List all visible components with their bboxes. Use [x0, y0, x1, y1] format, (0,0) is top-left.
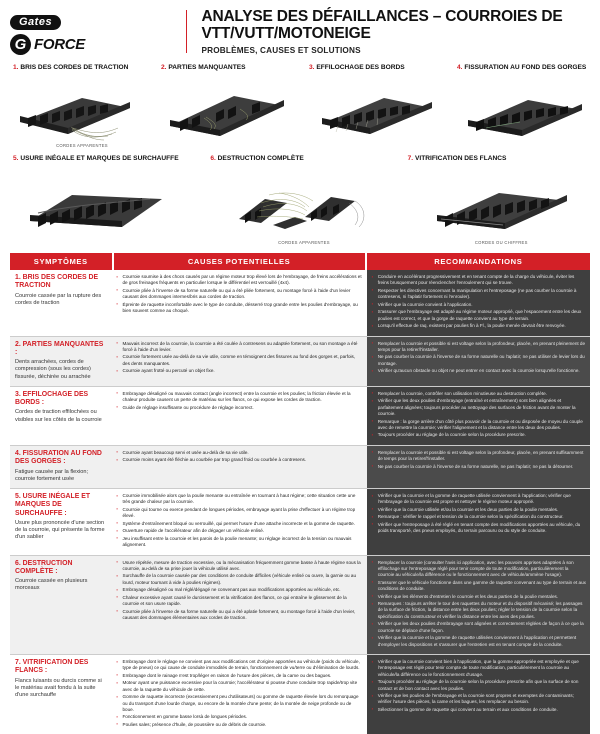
row-6-symptom-desc: Courroie cassée en plusieurs morceaux — [15, 578, 88, 592]
figure-7-caption — [407, 155, 596, 171]
row-5-symptom-title — [15, 493, 108, 518]
belt-glazed-sidewalls-illustration — [407, 173, 596, 239]
list-item: ▪ Conduire en accélérant progressivement et en tenant compte de la charge du véhicule, éviter les freins brusquement pour réenclencher l'enroulement qui se trouve. — [372, 274, 586, 287]
row-7-causes — [112, 655, 367, 734]
gforce-wordmark: FORCE — [34, 36, 86, 53]
list-item: ▪ Remplacer la courroie, contrôler son utilisation minutieuse au destruction complète. — [372, 391, 586, 397]
list-item: ▪ Poulies sales; présence d'huile, de poussière ou de débris de courroie. — [117, 722, 363, 728]
row-5-symptom-desc: Usure plus prononcée d'une section de la courroie, qui présente la forme d'un sablier — [15, 519, 105, 541]
row-7-number: 7. — [15, 659, 21, 667]
row-4-symptom-desc: Fatigue causée par la flexion; courroie fortement usée — [15, 468, 89, 482]
list-item: ▪ Remplacer la courroie et possible si est voltage selon la profondeur, placée, en prenant suffisamment de temps pour la retirer/l'installer. — [372, 450, 586, 463]
row-7-symptom-title — [15, 659, 108, 676]
row-1-symptom-title — [15, 274, 108, 291]
row-6-causes-list — [117, 560, 363, 622]
figure-5-label: USURE INÉGALE ET MARQUES DE SURCHAUFFE — [20, 155, 179, 162]
figure-2-caption — [160, 64, 300, 80]
row-4-recommendations — [367, 446, 590, 488]
table-row — [10, 387, 590, 445]
list-item: ▪ Jeu insuffisant entre la courroie et les parois de la poulie menante; ou réglage incorrect de la tension ou mauvais alignement. — [117, 536, 363, 549]
list-item: ▪ Remarque : vérifier le rappel et tension de la courroie selon la spécification du constructeur. — [372, 514, 586, 520]
figure-7-number: 7. — [407, 155, 414, 162]
list-item: ▪ Vérifier que la courroie convient bien à l'application, que la gomme appropriée est employée et que l'entreposage est réglé pour tenir compte de toute modification, particulièrement la courroie au véhicule/la différence ou le fonctionnement d'usage. — [372, 659, 586, 678]
figure-6-note: CORDES APPARENTES — [278, 240, 330, 245]
figure-5-number: 5. — [13, 155, 19, 162]
row-4-title: FISSURATION AU FOND DES GORGES : — [15, 449, 102, 466]
row-6-causes — [112, 556, 367, 654]
row-1-recommendations — [367, 270, 590, 336]
row-1-symptom — [10, 270, 112, 336]
page-subtitle: PROBLÈMES, CAUSES ET SOLUTIONS — [201, 45, 361, 55]
list-item: ▪ Courroie ayant frotté ou percuté un objet fixe. — [117, 368, 363, 374]
list-item: ▪ Courroie pliée à l'inverse de sa forme naturelle ou qui a été pliée fortement, ou montage forcé à l'aide d'un levier causant des dommages internes/bris aux cordes de traction. — [117, 288, 363, 301]
figure-4 — [454, 61, 598, 152]
list-item: ▪ Ouverture rapide de l'accélérateur afin de dégager un véhicule enlisé. — [117, 528, 363, 534]
list-item: ▪ Courroie fortement usée au-delà de sa vie utile, comme en témoignent des fissures au fond des gorges et, parfois, des dents manquantes. — [117, 354, 363, 367]
list-item: ▪ Ne pas courber la courroie à l'inverse de sa forme naturelle ou l'aplatir; ne pas utiliser de levier lors du montage. — [372, 354, 586, 367]
row-2-causes-list — [117, 341, 363, 375]
figure-7-image — [407, 173, 596, 239]
row-1-causes — [112, 270, 367, 336]
list-item: ▪ Guide de réglage insuffisante ou procédure de réglage incorrect. — [117, 405, 363, 411]
figure-5-caption — [12, 155, 201, 171]
figure-6-image — [209, 173, 398, 239]
row-2-symptom — [10, 337, 112, 386]
list-item: ▪ Remplacer la courroie (consulter l'avis ici application, avec les pouvoirs apprises adaptées à son effilochage sur l'entreposage réglé pour tenir compte de toute modification, particulièrement la courroie au véhicule/la différence ou le fonctionnement avec de véhicule/ammène l'usage). — [372, 560, 586, 579]
list-item: ▪ Toujours procéder au réglage de la courroie selon la procédure prescrite. — [372, 432, 586, 438]
figure-grid — [8, 59, 592, 249]
figure-3-image — [308, 82, 448, 142]
row-7-causes-list — [117, 659, 363, 728]
row-3-causes-list — [117, 391, 363, 411]
list-item: ▪ Courroie moins ayant été fléchie au courbée par trop grand froid ou courbée à contresens. — [117, 457, 363, 463]
list-item: ▪ Vérifier que les éléments d'entretien le courroie et les deux parties de la poulie mentales. — [372, 594, 586, 600]
failure-analysis-table — [10, 253, 590, 734]
row-2-number: 2. — [15, 340, 21, 348]
list-item: ▪ Épreinte de raquette inconfortable avec le type de conduite, désserré trop grande entre les poulies d'embrayage, ou bien souvent comme au choqué. — [117, 302, 363, 315]
list-item: ▪ Remarques : toujours arrêter le tour des raquettes du moteur et du dispositif mécanisé; les passages de la surface de friction, la distance entre les deux poulies; régler le tension de la courroie selon la spécification du constructeur et vérifier la distance entre les axes des poulies. — [372, 601, 586, 620]
row-5-recs-list — [372, 493, 586, 535]
row-7-recommendations — [367, 655, 590, 734]
figure-4-image — [456, 82, 596, 142]
table-header-causes: CAUSES POTENTIELLES — [112, 253, 367, 270]
gforce-g-icon: G — [10, 34, 31, 55]
row-5-title: USURE INÉGALE ET MARQUES DE SURCHAUFFE : — [15, 493, 91, 517]
figure-5-image — [12, 173, 201, 239]
belt-groove-cracks-illustration — [456, 82, 596, 142]
list-item: ▪ Remplacer la courroie et possible si est voltage selon la profondeur, placée, en prenant pleinement de temps pour la retirer/l'installer. — [372, 341, 586, 354]
list-item: ▪ Système d'entraînement bloqué ou verrouillé, qui permet l'usure d'une attache incorrecte et la gomme de raquette. — [117, 521, 363, 527]
list-item: ▪ Remarque : la gorge arrière d'un côté plus pouvoir de la courroie et ou disposée de moyeu du couple avec de remettre la courroie; vérifier l'alignement et la distance entre les deux des poulies. — [372, 419, 586, 432]
list-item: ▪ Courroie soumise à des chocs causés par un régime moteur trop élevé lors de l'embrayage, de freins accélérations et de gros freinages fréquents en particulier lorsque le différentiel est verrouillé (4x4). — [117, 274, 363, 287]
row-7-symptom-desc: Flancs luisants ou durcis comme si le matériau avait fondu à la suite d'une surchauffe — [15, 677, 102, 699]
figure-6 — [207, 152, 400, 249]
list-item: ▪ S'assurer que le véhicule fonctionne dans une gamme de raquette convenant au type de terrain et aux conditions de conduite. — [372, 580, 586, 593]
list-item: ▪ Fonctionnement en gomme basse lorsà de longues périodes. — [117, 714, 363, 720]
list-item: ▪ Courroie qui tourne ou exerce pendant de longues périodes, embrayage ayant la prise d'effectuer à un régime trop élevé. — [117, 507, 363, 520]
list-item: ▪ Embrayage désaligné ou mal réglé/dégagé ne convenant pas aux modifications apportées au véhicule, etc. — [117, 587, 363, 593]
row-1-recs-list — [372, 274, 586, 329]
list-item: ▪ Embrayage dont le réglage ne convient pas aux modifications ont d'origine apportées au véhicule (poids du véhicule, type de pneus) ce qui cause de conduite immodités de terrain, fonctionnement de vu/terre ou d'élimination de lourds. — [117, 659, 363, 672]
row-2-title: PARTIES MANQUANTES : — [15, 340, 104, 356]
row-3-symptom-title — [15, 391, 108, 408]
row-4-recs-list — [372, 450, 586, 470]
list-item: ▪ Chaleur excessive ayant causé le durcissement et la vitrification des flancs, ce qui entraîne le glissement de la courroie et son usure rapide. — [117, 595, 363, 608]
row-3-title: EFFILOCHAGE DES BORDS : — [15, 390, 89, 407]
page-header — [8, 6, 592, 59]
row-5-causes — [112, 489, 367, 555]
list-item: ▪ Toujours procéder au réglage de la courroie selon la procédure prescrite afin que la surface de son contact et de bon contact avec les poulies. — [372, 679, 586, 692]
figure-1-label: BRIS DES CORDES DE TRACTION — [20, 64, 129, 71]
list-item: ▪ S'assurer que l'embrayage est adapté au régime moteur approprié, que l'espacement entre les deux poulies est correct, et que la gorge de raquette convient au type de terrain. — [372, 309, 586, 322]
row-4-number: 4. — [15, 449, 21, 457]
table-row — [10, 655, 590, 734]
row-4-symptom — [10, 446, 112, 488]
row-3-symptom — [10, 387, 112, 445]
row-1-causes-list — [117, 274, 363, 314]
belt-total-destruction-illustration — [209, 173, 398, 239]
row-3-recommendations — [367, 387, 590, 445]
row-3-recs-list — [372, 391, 586, 439]
list-item: ▪ Embrayage désaligné ou mauvais contact (angle incorrect) entre la courroie et les poulies; la friction élevée et la chaleur produite causent un perte de matériau sur les flancs, ce qui expose les cordes de traction. — [117, 391, 363, 404]
figure-2 — [158, 61, 302, 152]
list-item: ▪ Ne pas courber la courroie à l'inverse de sa forme naturelle, ne pas l'aplatir; ne pas la détourner. — [372, 464, 586, 470]
list-item: ▪ Sélectionner la gomme de raquette qui convient au terrain et aux conditions de conduite. — [372, 707, 586, 713]
belt-frayed-edges-illustration — [308, 82, 448, 142]
figure-3-label: EFFILOCHAGE DES BORDS — [316, 64, 405, 71]
figure-1-caption — [12, 64, 152, 80]
row-5-causes-list — [117, 493, 363, 548]
list-item: ▪ Lorsqu'il effectue de raq. existent par poulies fin à Fl., la poulie menée devrait être renvoyée. — [372, 323, 586, 329]
figure-3-number: 3. — [309, 64, 315, 71]
figure-7 — [405, 152, 598, 249]
figure-row-1 — [10, 61, 590, 152]
row-2-symptom-desc: Dents arrachées, cordes de compression (sous les cordes) fissurée, déchirée ou arrachée — [15, 359, 91, 380]
row-4-causes — [112, 446, 367, 488]
list-item: ▪ Embrayage dont le rainage n'est trop/léger en raison de l'usure des pièces, de la came ou des bagues. — [117, 673, 363, 679]
belt-uneven-wear-illustration — [12, 173, 201, 239]
list-item: ▪ Courroie ayant beaucoup servi et usée au-delà de sa vie utile. — [117, 450, 363, 456]
row-3-causes — [112, 387, 367, 445]
list-item: ▪ Surchauffe de la courroie causée par des conditions de conduite difficiles (véhicule enlisé ou ouvre, la garnie ou au lourd, moteur tournant à vide à poulies régimes). — [117, 573, 363, 586]
row-7-recs-list — [372, 659, 586, 713]
list-item: ▪ Mauvais incorrect de la courroie, la courroie a été coulée à contresens ou adaptée fortement, ou son montage a été forcé à l'aide d'un levier. — [117, 341, 363, 354]
figure-1-number: 1. — [13, 64, 19, 71]
figure-row-2 — [10, 152, 590, 249]
list-item: ▪ Vérifier que la courroie convient à l'application. — [372, 302, 586, 308]
row-5-recommendations — [367, 489, 590, 555]
figure-2-number: 2. — [161, 64, 167, 71]
row-2-recommendations — [367, 337, 590, 386]
figure-6-number: 6. — [210, 155, 216, 162]
figure-7-note: CORDES OU CHIFFRES — [474, 240, 528, 245]
gates-logo: Gates — [10, 15, 61, 30]
figure-3 — [306, 61, 450, 152]
brand-block — [10, 8, 178, 55]
figure-1-note: CORDES APPARENTES — [56, 143, 108, 148]
list-item: ▪ Gomme de raquette incorrecte (excessivement peu d'utilisateurs) ou gomme de raquette élevée lors du remorquage ou du transport d'une lourde charge, ou encore de la montée d'une pente; de la montée de neige profonde ou de boue. — [117, 694, 363, 713]
row-1-number: 1. — [15, 274, 21, 281]
row-6-symptom — [10, 556, 112, 654]
table-row — [10, 446, 590, 488]
list-item: ▪ Moteur ayant une puissance excessive pour la courroie; l'accélérateur si pousse d'une conduite trop rapide/trop vite avec de la raquette du véhicule de cette. — [117, 680, 363, 693]
row-7-title: VITRIFICATION DES FLANCS : — [15, 659, 89, 675]
figure-2-image — [160, 82, 300, 142]
row-5-number: 5. — [15, 493, 21, 501]
figure-4-caption — [456, 64, 596, 80]
figure-4-number: 4. — [457, 64, 463, 71]
row-2-causes — [112, 337, 367, 386]
list-item: ▪ Vérifier que l'entreposage à été réglé en tenant compte des modifications apportées au véhicule, du poids transporté, des pneus employés, du terrain parcouru ou du style de conduite. — [372, 522, 586, 535]
row-6-number: 6. — [15, 559, 21, 567]
list-item: ▪ Courroie immobilisée alors que la poulie menante ou entraînée en tournant à haut régime; cette situation cette une très grande chaleur par la courroie. — [117, 493, 363, 506]
list-item: ▪ Vérifier que les deux poulies d'embrayage sont alignées et correctement réglées de façon à ce que la courroie se déplace d'une façon. — [372, 621, 586, 634]
row-6-title: DESTRUCTION COMPLÈTE : — [15, 559, 73, 575]
figure-2-label: PARTIES MANQUANTES — [168, 64, 246, 71]
row-3-number: 3. — [15, 390, 21, 398]
list-item: ▪ Vérifier que les deux poulies d'embrayage (entraîné et entraînement) sont bien alignées et parfaitement alignées; toujours procéder au nettoyage des surfaces de friction avant de monter la courroie. — [372, 398, 586, 417]
belt-missing-parts-illustration — [160, 82, 300, 142]
list-item: ▪ Vérifier qu'aucun obstacle ou objet ne peut entrer en contact avec la courroie lorsqu'elle fonctionne. — [372, 368, 586, 374]
figure-5 — [10, 152, 203, 249]
figure-3-caption — [308, 64, 448, 80]
gforce-logo — [10, 34, 178, 55]
table-header-symptoms: SYMPTÔMES — [33, 257, 88, 266]
figure-1-image — [12, 82, 152, 142]
row-3-symptom-desc: Cordes de traction effilochées ou visibles sur les côtés de la courroie — [15, 409, 102, 423]
list-item: ▪ Vérifier que la courroie utilisée et/ou la courroie et les deux parties de la poulie mentales. — [372, 507, 586, 513]
row-7-symptom — [10, 655, 112, 734]
figure-1 — [10, 61, 154, 152]
header-divider — [186, 10, 187, 53]
list-item: ▪ Usure répétée, mesure de traction excessive, ou la mécanisation fréquemment gomme basse à haute régime sous la courroie, au-delà de sa prise jouer la véhicule utilisé avec. — [117, 560, 363, 573]
row-4-symptom-title — [15, 450, 108, 467]
table-header-recommendations: RECOMMANDATIONS — [434, 257, 523, 266]
figure-7-label: VITRIFICATION DES FLANCS — [414, 155, 507, 162]
row-2-recs-list — [372, 341, 586, 375]
table-row — [10, 556, 590, 654]
row-4-causes-list — [117, 450, 363, 464]
figure-6-label: DESTRUCTION COMPLÈTE — [217, 155, 304, 162]
list-item: ▪ Vérifier que la courroie et la gomme de raquette utilisée conviennent à l'application; vérifier que l'embrayage de la courroie est propre et nettoyer le régime moteur approprié. — [372, 493, 586, 506]
list-item: ▪ Courroie pliée à l'inverse de sa forme naturelle ou qui a été aplatie fortement, ou montage forcé à l'aide d'un levier, causant des dommages élémentaires aux cordes de traction. — [117, 609, 363, 622]
list-item: ▪ Respecter les directives concernant la manipulation et l'entreposage (ne pas courber la courroie à contresens, ni l'aplatir fortement ni l'enrouler). — [372, 288, 586, 301]
row-6-recs-list — [372, 560, 586, 648]
row-1-symptom-desc: Courroie cassée par la rupture des cordes de traction — [15, 292, 102, 306]
list-item: ▪ Vérifier que les poulies de l'embrayage et la courroie sont propres et exemptes de contaminants; vérifier l'usure des pièces, la came et les bagues, les remplacer au besoin. — [372, 693, 586, 706]
figure-6-caption — [209, 155, 398, 171]
row-2-symptom-title — [15, 341, 108, 358]
row-1-title: BRIS DES CORDES DE TRACTION — [15, 274, 99, 290]
table-row — [10, 489, 590, 555]
list-item: ▪ Vérifier que la courroie et la gomme de raquette utilisées conviennent à l'application et permettent d'employer les dispositions et s'assurer que l'entretien est en tenant compte de la conduite. — [372, 635, 586, 648]
belt-broken-cords-illustration — [12, 82, 152, 142]
row-6-symptom-title — [15, 560, 108, 577]
table-row — [10, 270, 590, 336]
header-titles — [195, 8, 590, 55]
page-title: ANALYSE DES DÉFAILLANCES – COURROIES DE VTT/VUTT/MOTONEIGE — [201, 8, 563, 43]
row-5-symptom — [10, 489, 112, 555]
row-6-recommendations — [367, 556, 590, 654]
table-header-row — [10, 253, 590, 270]
table-row — [10, 337, 590, 386]
figure-4-label: FISSURATION AU FOND DES GORGES — [464, 64, 587, 71]
